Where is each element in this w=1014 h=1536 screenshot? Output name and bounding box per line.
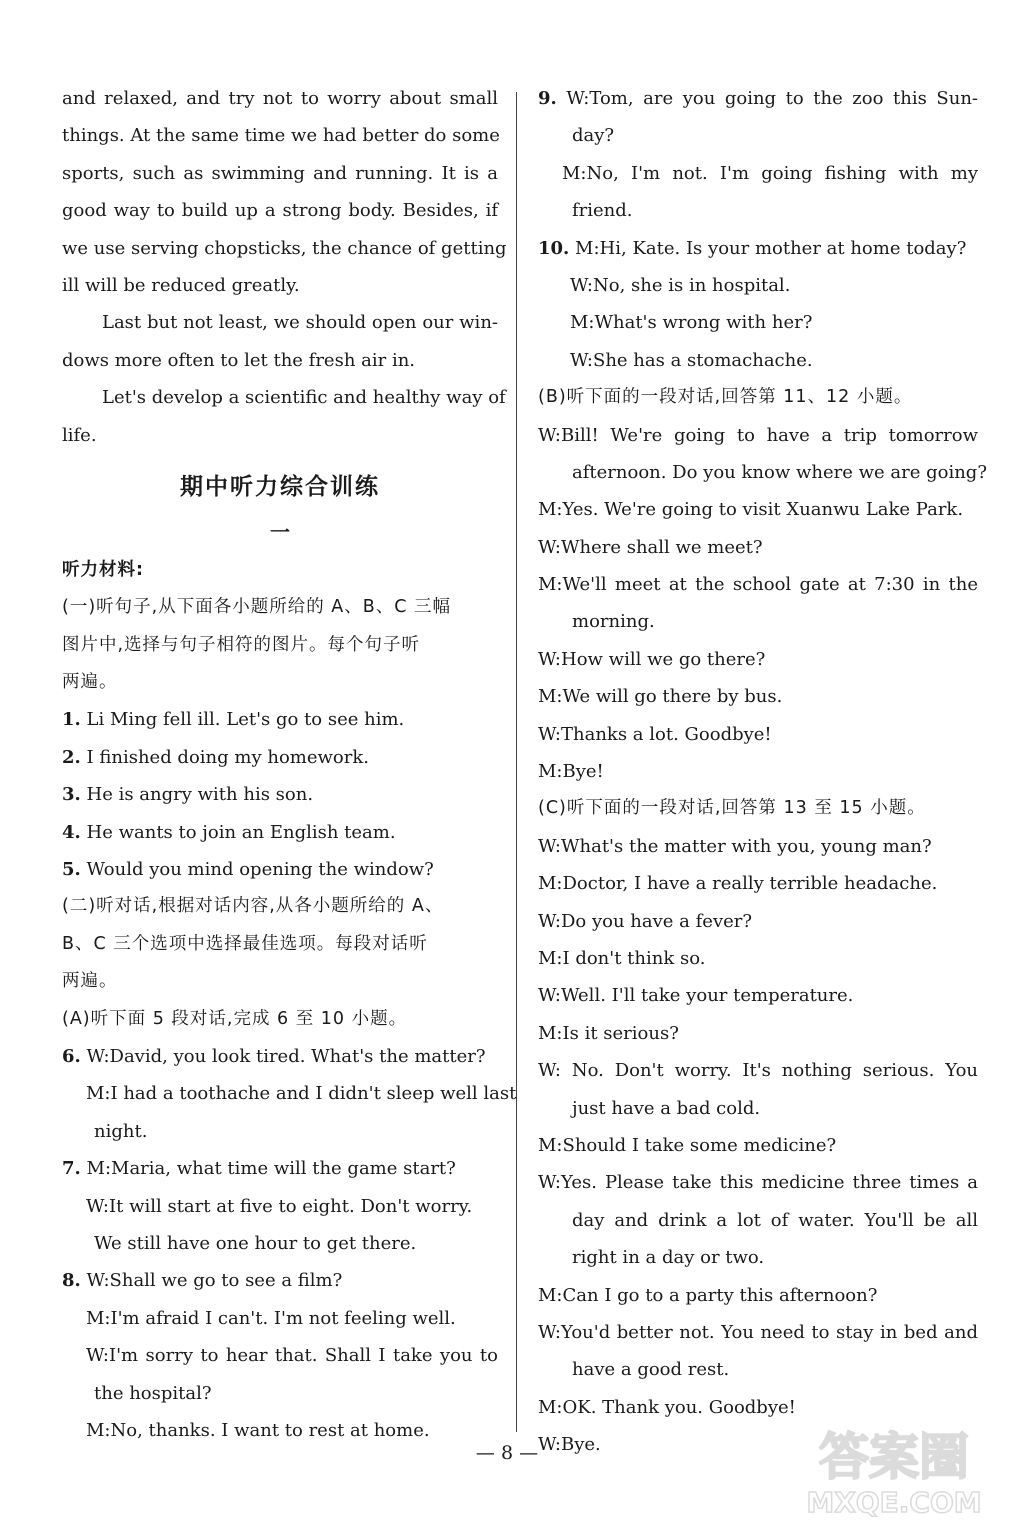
watermark-logo <box>794 1412 994 1522</box>
line-text: W:David, you look tired. What's the matter? <box>80 1045 486 1067</box>
right-column <box>538 80 987 1463</box>
line-text: friend. <box>572 200 633 222</box>
line-text: M:I had a toothache and I didn't sleep well last <box>86 1083 517 1105</box>
text-line <box>538 1127 978 1164</box>
text-line <box>538 529 978 566</box>
text-line <box>62 552 498 589</box>
line-text: M:Hi, Kate. Is your mother at home today? <box>569 237 967 259</box>
page-number: — 8 — <box>475 1442 539 1464</box>
text-line <box>62 739 498 776</box>
text-line <box>62 267 498 304</box>
line-text: afternoon. Do you know where we are going? <box>572 461 987 483</box>
section-subtitle: 一 <box>270 519 290 544</box>
line-text: W:Do you have a fever? <box>538 910 753 932</box>
question-number: 10. <box>538 237 570 259</box>
text-line <box>538 117 978 154</box>
listening-material <box>62 552 517 1449</box>
text-line <box>62 1225 498 1262</box>
text-line <box>62 417 498 454</box>
line-text: life. <box>62 424 97 446</box>
line-text: day and drink a lot of water. You'll be all <box>572 1209 978 1231</box>
text-line <box>62 664 498 701</box>
line-text: W:She has a stomachache. <box>570 349 813 371</box>
question-number: 5. <box>62 859 81 881</box>
text-line <box>62 1038 498 1075</box>
question-number: 9. <box>538 88 557 109</box>
text-line <box>538 267 978 304</box>
text-line <box>62 1188 498 1225</box>
text-line <box>62 80 498 117</box>
line-text: and relaxed, and try not to worry about small <box>62 88 498 109</box>
line-text: Last but not least, we should open our win- <box>102 312 498 334</box>
text-line <box>538 603 978 640</box>
line-text: W:Well. I'll take your temperature. <box>538 985 854 1007</box>
text-line <box>538 454 987 491</box>
watermark-url: MXQE.COM <box>806 1486 982 1519</box>
text-line <box>62 192 498 229</box>
line-text: M:Can I go to a party this afternoon? <box>538 1284 878 1306</box>
line-text: M:Should I take some medicine? <box>538 1134 837 1156</box>
line-text: W:Tom, are you going to the zoo this Sun- <box>556 88 978 109</box>
line-text: (C)听下面的一段对话,回答第 13 至 15 小题。 <box>538 798 926 819</box>
line-text: M:Bye! <box>538 761 604 783</box>
line-text: W:I'm sorry to hear that. Shall I take you to <box>86 1345 498 1367</box>
text-line <box>538 828 978 865</box>
line-text: Li Ming fell ill. Let's go to see him. <box>80 709 405 731</box>
text-line <box>538 1015 978 1052</box>
line-text: W:No, she is in hospital. <box>570 274 791 296</box>
text-line <box>62 342 498 379</box>
line-text: W:Yes. Please take this medicine three times a <box>538 1172 978 1194</box>
text-line <box>62 814 498 851</box>
line-text: W:You'd better not. You need to stay in bed and <box>538 1321 978 1343</box>
text-line <box>538 790 978 827</box>
line-text: ill will be reduced greatly. <box>62 274 300 296</box>
text-line <box>538 1202 978 1239</box>
line-text: B、C 三个选项中选择最佳选项。每段对话听 <box>62 933 428 954</box>
text-line <box>538 1277 978 1314</box>
watermark-text: 答案圈 <box>819 1428 969 1486</box>
text-line <box>538 1314 978 1351</box>
line-text: (二)听对话,根据对话内容,从各小题所给的 A、 <box>62 896 444 917</box>
text-line <box>62 230 507 267</box>
text-line <box>62 117 498 154</box>
line-text: W:Thanks a lot. Goodbye! <box>538 723 772 745</box>
line-text: M:I don't think so. <box>538 947 706 969</box>
text-line <box>62 1375 498 1412</box>
line-text: M:OK. Thank you. Goodbye! <box>538 1396 796 1418</box>
line-text: dows more often to let the fresh air in. <box>62 349 416 371</box>
line-text: M:I'm afraid I can't. I'm not feeling well. <box>86 1307 456 1329</box>
listening-dialogues <box>538 80 987 1463</box>
line-text: M:No, thanks. I want to rest at home. <box>86 1419 430 1441</box>
line-text: M:Maria, what time will the game start? <box>80 1158 456 1180</box>
line-text: M:Is it serious? <box>538 1022 679 1044</box>
line-text: good way to build up a strong body. Besides, if <box>62 200 498 222</box>
line-text: Let's develop a scientific and healthy way of <box>102 387 506 409</box>
line-text: M:What's wrong with her? <box>570 312 813 334</box>
line-text: We still have one hour to get there. <box>94 1232 417 1254</box>
text-line <box>538 977 978 1014</box>
text-line <box>62 155 498 192</box>
line-text: Would you mind opening the window? <box>80 859 434 881</box>
question-number: 8. <box>62 1270 81 1292</box>
text-line <box>62 1001 498 1038</box>
line-text: W: No. Don't worry. It's nothing serious. You <box>538 1060 978 1082</box>
text-line <box>538 230 978 267</box>
text-line <box>538 1164 978 1201</box>
line-text: W:How will we go there? <box>538 648 766 670</box>
line-text: 听力材料: <box>62 559 144 580</box>
line-text: 图片中,选择与句子相符的图片。每个句子听 <box>62 634 421 655</box>
text-line <box>62 1337 498 1374</box>
text-line <box>62 1150 498 1187</box>
line-text: M:We'll meet at the school gate at 7:30 in the <box>538 574 978 596</box>
line-text: W:What's the matter with you, young man? <box>538 835 932 857</box>
text-line <box>538 1090 978 1127</box>
line-text: 两遍。 <box>62 971 118 992</box>
text-line <box>538 1239 978 1276</box>
line-text: M:Doctor, I have a really terrible headache. <box>538 873 938 895</box>
line-text: night. <box>94 1120 148 1142</box>
line-text: day? <box>572 125 615 147</box>
text-line <box>62 1075 517 1112</box>
line-text: have a good rest. <box>572 1359 730 1381</box>
text-line <box>538 753 978 790</box>
line-text: W:Bill! We're going to have a trip tomorrow <box>538 424 978 446</box>
line-text: W:Shall we go to see a film? <box>80 1270 343 1292</box>
line-text: (一)听句子,从下面各小题所给的 A、B、C 三幅 <box>62 597 452 618</box>
question-number: 3. <box>62 784 81 806</box>
text-line <box>62 701 498 738</box>
text-line <box>538 678 978 715</box>
line-text: morning. <box>572 611 655 633</box>
essay-text <box>62 80 507 454</box>
text-line <box>62 851 498 888</box>
line-text: W:Where shall we meet? <box>538 536 763 558</box>
question-number: 6. <box>62 1045 81 1067</box>
text-line <box>62 926 498 963</box>
text-line <box>538 491 978 528</box>
text-line <box>62 379 506 416</box>
line-text: we use serving chopsticks, the chance of getting <box>62 237 507 259</box>
text-line <box>62 1113 498 1150</box>
line-text: just have a bad cold. <box>572 1097 761 1119</box>
text-line <box>538 417 978 454</box>
text-line <box>538 1052 978 1089</box>
text-line <box>62 888 498 925</box>
line-text: M:No, I'm not. I'm going fishing with my <box>562 162 978 184</box>
left-column <box>62 80 517 1449</box>
line-text: right in a day or two. <box>572 1247 765 1269</box>
question-number: 7. <box>62 1158 81 1180</box>
text-line <box>62 627 498 664</box>
line-text: sports, such as swimming and running. It is a <box>62 162 498 184</box>
question-number: 1. <box>62 709 81 731</box>
line-text: the hospital? <box>94 1382 212 1404</box>
line-text: W:It will start at five to eight. Don't worry. <box>86 1195 473 1217</box>
text-line <box>538 1351 978 1388</box>
text-line <box>62 589 498 626</box>
text-line <box>538 155 978 192</box>
line-text: W:Bye. <box>538 1434 601 1456</box>
text-line <box>538 80 978 117</box>
text-line <box>62 1262 498 1299</box>
line-text: things. At the same time we had better do some <box>62 125 500 147</box>
text-line <box>62 304 498 341</box>
text-line <box>538 192 978 229</box>
text-line <box>538 342 978 379</box>
section-title: 期中听力综合训练 <box>180 473 380 500</box>
line-text: 两遍。 <box>62 672 118 693</box>
column-divider <box>516 92 517 1432</box>
text-line <box>62 776 498 813</box>
text-line <box>538 865 978 902</box>
text-line <box>538 304 978 341</box>
line-text: He wants to join an English team. <box>80 821 396 843</box>
text-line <box>538 716 978 753</box>
line-text: He is angry with his son. <box>80 784 314 806</box>
line-text: (B)听下面的一段对话,回答第 11、12 小题。 <box>538 387 913 408</box>
question-number: 4. <box>62 821 81 843</box>
text-line <box>62 963 498 1000</box>
text-line <box>538 940 978 977</box>
line-text: (A)听下面 5 段对话,完成 6 至 10 小题。 <box>62 1008 408 1029</box>
line-text: M:Yes. We're going to visit Xuanwu Lake Park. <box>538 499 964 521</box>
line-text: M:We will go there by bus. <box>538 686 783 708</box>
text-line <box>538 379 978 416</box>
line-text: I finished doing my homework. <box>80 746 369 768</box>
question-number: 2. <box>62 746 81 768</box>
text-line <box>62 1300 498 1337</box>
text-line <box>538 903 978 940</box>
text-line <box>538 566 978 603</box>
text-line <box>538 641 978 678</box>
